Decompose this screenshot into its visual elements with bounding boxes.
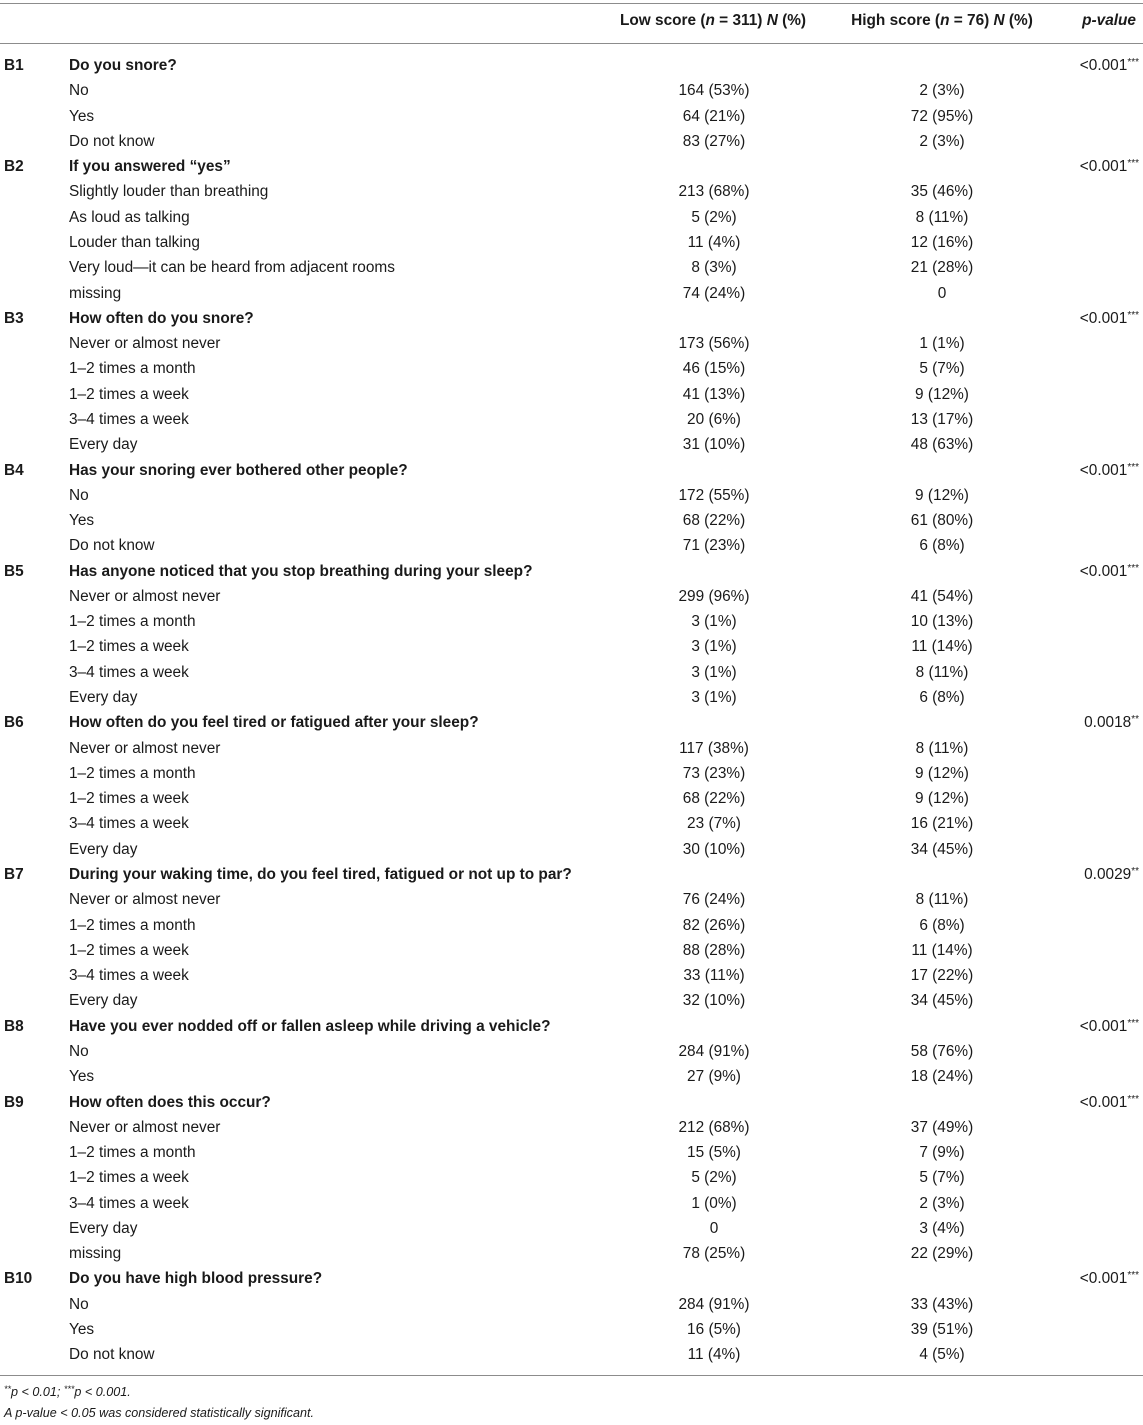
low-score-value: 73 (23%) bbox=[682, 764, 746, 782]
answer-label: Louder than talking bbox=[69, 234, 200, 251]
significance-mark: ** bbox=[1131, 866, 1139, 877]
question-text: How often do you snore? bbox=[69, 309, 254, 327]
answer-row bbox=[0, 230, 1143, 255]
p-value-cell bbox=[1080, 1266, 1139, 1291]
answer-label: 3–4 times a week bbox=[69, 815, 189, 833]
high-score-value: 22 (29%) bbox=[910, 1245, 974, 1263]
significance-mark: *** bbox=[1127, 461, 1139, 473]
low-score-value: 78 (25%) bbox=[682, 1245, 746, 1263]
high-score-value: 0 bbox=[937, 284, 947, 302]
low-score-value: 117 (38%) bbox=[679, 739, 749, 757]
high-score-value: 61 (80%) bbox=[910, 512, 974, 529]
question-code: B4 bbox=[4, 461, 24, 479]
question-row bbox=[0, 154, 1143, 179]
answer-label: Yes bbox=[69, 1068, 95, 1086]
low-score-value: 284 (91%) bbox=[678, 1042, 750, 1060]
answer-row bbox=[0, 1140, 1143, 1165]
high-score-value: 9 (12%) bbox=[915, 790, 969, 808]
answer-label: 1–2 times a month bbox=[69, 916, 196, 934]
low-score-value: 27 (9%) bbox=[687, 1068, 741, 1086]
answer-row bbox=[0, 1115, 1143, 1140]
high-score-value: 2 (3%) bbox=[919, 1194, 965, 1212]
low-score-value: 11 (4%) bbox=[687, 234, 741, 251]
low-score-value: 213 (68%) bbox=[678, 183, 750, 201]
answer-label: Yes bbox=[69, 1321, 95, 1338]
low-score-value: 3 (1%) bbox=[691, 613, 737, 631]
answer-label: 1–2 times a week bbox=[69, 1169, 189, 1187]
low-score-value: 0 bbox=[709, 1219, 719, 1237]
question-code: B7 bbox=[4, 866, 24, 883]
question-text: During your waking time, do you feel tired, fatigued or not up to par? bbox=[69, 866, 572, 883]
answer-row bbox=[0, 356, 1143, 381]
significance-mark: *** bbox=[1127, 57, 1139, 68]
header-high-score: High score (n = 76) N (%) bbox=[851, 12, 1033, 29]
p-value: 0.0018 bbox=[1084, 714, 1132, 732]
answer-label: Never or almost never bbox=[69, 335, 221, 353]
question-row bbox=[0, 306, 1143, 331]
answer-row bbox=[0, 963, 1143, 988]
high-score-value: 58 (76%) bbox=[910, 1042, 974, 1060]
answer-label: 3–4 times a week bbox=[69, 967, 189, 985]
answer-row bbox=[0, 255, 1143, 280]
significance-mark: *** bbox=[1127, 1017, 1139, 1029]
answer-label: 3–4 times a week bbox=[69, 1194, 189, 1212]
low-score-value: 71 (23%) bbox=[682, 537, 746, 555]
answer-label: missing bbox=[69, 284, 122, 302]
header-low-score: Low score (n = 311) N (%) bbox=[619, 12, 807, 29]
low-score-value: 5 (2%) bbox=[691, 208, 737, 226]
footnote-significance: **p < 0.01; ***p < 0.001. bbox=[4, 1384, 131, 1399]
answer-row bbox=[0, 1191, 1143, 1216]
low-score-value: 32 (10%) bbox=[682, 992, 746, 1010]
table-top-rule bbox=[0, 3, 1143, 4]
answer-row bbox=[0, 407, 1143, 432]
answer-label: Never or almost never bbox=[69, 739, 221, 757]
question-text: Do you have high blood pressure? bbox=[69, 1270, 323, 1288]
high-score-value: 37 (49%) bbox=[910, 1118, 974, 1136]
high-score-value: 6 (8%) bbox=[919, 916, 965, 934]
low-score-value: 76 (24%) bbox=[682, 891, 746, 909]
p-value-cell bbox=[1084, 710, 1139, 735]
high-score-value: 7 (9%) bbox=[919, 1144, 965, 1161]
high-score-value: 41 (54%) bbox=[910, 587, 974, 605]
question-text: If you answered “yes” bbox=[69, 158, 231, 176]
p-value: 0.0029 bbox=[1084, 866, 1132, 883]
low-score-value: 41 (13%) bbox=[682, 385, 746, 403]
question-code: B9 bbox=[4, 1093, 24, 1111]
high-score-value: 6 (8%) bbox=[919, 537, 965, 555]
high-score-value: 48 (63%) bbox=[910, 436, 974, 454]
p-value: <0.001 bbox=[1079, 1270, 1128, 1288]
high-score-value: 9 (12%) bbox=[915, 486, 969, 504]
answer-row bbox=[0, 1292, 1143, 1317]
low-score-value: 164 (53%) bbox=[678, 82, 750, 100]
answer-label: 1–2 times a week bbox=[69, 385, 189, 403]
question-row bbox=[0, 862, 1143, 887]
answer-row bbox=[0, 508, 1143, 533]
p-value-cell bbox=[1080, 458, 1139, 483]
low-score-value: 8 (3%) bbox=[691, 259, 737, 277]
answer-label: Every day bbox=[69, 840, 138, 858]
high-score-value: 39 (51%) bbox=[910, 1321, 974, 1338]
answer-label: Never or almost never bbox=[69, 587, 221, 605]
answer-label: Yes bbox=[69, 107, 95, 125]
low-score-value: 172 (55%) bbox=[678, 486, 750, 504]
high-score-value: 2 (3%) bbox=[919, 132, 965, 150]
p-value-cell bbox=[1080, 53, 1139, 78]
answer-label: 1–2 times a month bbox=[69, 764, 196, 782]
answer-row bbox=[0, 634, 1143, 659]
answer-label: missing bbox=[69, 1245, 122, 1263]
low-score-value: 82 (26%) bbox=[682, 916, 746, 934]
low-score-value: 20 (6%) bbox=[687, 410, 741, 428]
low-score-value: 3 (1%) bbox=[691, 638, 737, 656]
answer-row bbox=[0, 1039, 1143, 1064]
significance-mark: *** bbox=[1127, 158, 1139, 170]
low-score-value: 15 (5%) bbox=[687, 1144, 741, 1161]
high-score-value: 2 (3%) bbox=[919, 82, 965, 100]
answer-label: Every day bbox=[69, 689, 138, 706]
p-value-cell bbox=[1080, 1090, 1139, 1115]
answer-row bbox=[0, 1216, 1143, 1241]
low-score-value: 30 (10%) bbox=[682, 840, 746, 858]
question-row bbox=[0, 1090, 1143, 1115]
high-score-value: 3 (4%) bbox=[919, 1219, 965, 1237]
answer-row bbox=[0, 281, 1143, 306]
p-value: <0.001 bbox=[1079, 1093, 1128, 1111]
answer-label: Never or almost never bbox=[69, 891, 221, 909]
high-score-value: 35 (46%) bbox=[910, 183, 974, 201]
answer-label: As loud as talking bbox=[69, 208, 190, 226]
question-code: B8 bbox=[4, 1017, 24, 1035]
answer-row bbox=[0, 432, 1143, 457]
high-score-value: 18 (24%) bbox=[910, 1068, 974, 1086]
p-value-cell bbox=[1084, 862, 1139, 887]
answer-label: Do not know bbox=[69, 1346, 155, 1364]
high-score-value: 33 (43%) bbox=[910, 1295, 974, 1313]
significance-mark: *** bbox=[1127, 1093, 1139, 1105]
high-score-value: 5 (7%) bbox=[919, 1169, 965, 1187]
high-score-value: 11 (14%) bbox=[911, 638, 973, 656]
answer-label: 1–2 times a week bbox=[69, 638, 189, 656]
low-score-value: 3 (1%) bbox=[691, 663, 737, 681]
low-score-value: 173 (56%) bbox=[678, 335, 750, 353]
high-score-value: 17 (22%) bbox=[910, 967, 974, 985]
low-score-value: 64 (21%) bbox=[682, 107, 746, 125]
significance-mark: *** bbox=[1127, 562, 1139, 574]
answer-row bbox=[0, 331, 1143, 356]
answer-label: Do not know bbox=[69, 537, 155, 555]
answer-row bbox=[0, 609, 1143, 634]
low-score-value: 212 (68%) bbox=[678, 1118, 750, 1136]
p-value: <0.001 bbox=[1079, 1017, 1128, 1035]
question-code: B1 bbox=[4, 57, 24, 74]
answer-label: Slightly louder than breathing bbox=[69, 183, 269, 201]
low-score-value: 299 (96%) bbox=[678, 587, 750, 605]
low-score-value: 68 (22%) bbox=[682, 512, 746, 529]
high-score-value: 8 (11%) bbox=[915, 208, 969, 226]
answer-label: 3–4 times a week bbox=[69, 410, 189, 428]
answer-label: Every day bbox=[69, 1219, 138, 1237]
low-score-value: 46 (15%) bbox=[682, 360, 746, 378]
p-value-cell bbox=[1080, 154, 1139, 179]
answer-row bbox=[0, 837, 1143, 862]
answer-label: Every day bbox=[69, 992, 138, 1010]
significance-mark: *** bbox=[1127, 309, 1139, 321]
answer-row bbox=[0, 1342, 1143, 1367]
answer-row bbox=[0, 382, 1143, 407]
low-score-value: 74 (24%) bbox=[682, 284, 746, 302]
answer-row bbox=[0, 78, 1143, 103]
question-code: B5 bbox=[4, 562, 24, 580]
p-value-cell bbox=[1080, 306, 1139, 331]
answer-label: 1–2 times a week bbox=[69, 790, 189, 808]
low-score-value: 284 (91%) bbox=[678, 1295, 750, 1313]
high-score-value: 16 (21%) bbox=[910, 815, 974, 833]
answer-label: Yes bbox=[69, 512, 95, 529]
high-score-value: 8 (11%) bbox=[915, 891, 969, 909]
question-code: B6 bbox=[4, 714, 24, 732]
answer-row bbox=[0, 205, 1143, 230]
answer-label: No bbox=[69, 82, 89, 100]
high-score-value: 9 (12%) bbox=[915, 385, 969, 403]
answer-label: Never or almost never bbox=[69, 1118, 221, 1136]
high-score-value: 10 (13%) bbox=[910, 613, 974, 631]
answer-row bbox=[0, 988, 1143, 1013]
answer-row bbox=[0, 584, 1143, 609]
answer-label: No bbox=[69, 1042, 89, 1060]
question-text: How often does this occur? bbox=[69, 1093, 271, 1111]
answer-row bbox=[0, 533, 1143, 558]
question-code: B2 bbox=[4, 158, 24, 176]
high-score-value: 13 (17%) bbox=[910, 410, 974, 428]
answer-row bbox=[0, 811, 1143, 836]
low-score-value: 5 (2%) bbox=[691, 1169, 737, 1187]
low-score-value: 16 (5%) bbox=[687, 1321, 741, 1338]
p-value: <0.001 bbox=[1079, 158, 1128, 176]
question-code: B3 bbox=[4, 309, 24, 327]
answer-label: 1–2 times a week bbox=[69, 941, 189, 959]
answer-row bbox=[0, 660, 1143, 685]
answer-label: 1–2 times a month bbox=[69, 1144, 196, 1161]
answer-label: Very loud—it can be heard from adjacent rooms bbox=[69, 259, 395, 277]
answer-row bbox=[0, 104, 1143, 129]
p-value: <0.001 bbox=[1079, 461, 1128, 479]
significance-mark: *** bbox=[1127, 1270, 1139, 1282]
header-rule bbox=[0, 43, 1143, 44]
answer-row bbox=[0, 1241, 1143, 1266]
question-text: Has your snoring ever bothered other people? bbox=[69, 461, 408, 479]
question-row bbox=[0, 53, 1143, 78]
question-row bbox=[0, 1014, 1143, 1039]
answer-row bbox=[0, 887, 1143, 912]
answer-row bbox=[0, 483, 1143, 508]
high-score-value: 12 (16%) bbox=[910, 234, 974, 251]
answer-row bbox=[0, 129, 1143, 154]
question-text: Has anyone noticed that you stop breathing during your sleep? bbox=[69, 562, 533, 580]
answer-label: 1–2 times a month bbox=[69, 360, 196, 378]
answer-row bbox=[0, 1165, 1143, 1190]
significance-mark: ** bbox=[1131, 714, 1139, 726]
low-score-value: 68 (22%) bbox=[682, 790, 746, 808]
answer-row bbox=[0, 938, 1143, 963]
low-score-value: 83 (27%) bbox=[682, 132, 746, 150]
question-code: B10 bbox=[4, 1270, 33, 1288]
question-row bbox=[0, 458, 1143, 483]
high-score-value: 9 (12%) bbox=[915, 764, 969, 782]
answer-label: No bbox=[69, 1295, 89, 1313]
question-row bbox=[0, 710, 1143, 735]
high-score-value: 11 (14%) bbox=[911, 941, 973, 959]
high-score-value: 72 (95%) bbox=[910, 107, 974, 125]
p-value: <0.001 bbox=[1079, 562, 1128, 580]
low-score-value: 23 (7%) bbox=[687, 815, 741, 833]
answer-label: Every day bbox=[69, 436, 138, 454]
answer-row bbox=[0, 179, 1143, 204]
high-score-value: 6 (8%) bbox=[919, 689, 965, 706]
low-score-value: 3 (1%) bbox=[691, 689, 737, 706]
answer-row bbox=[0, 913, 1143, 938]
p-value: <0.001 bbox=[1079, 309, 1128, 327]
answer-row bbox=[0, 1064, 1143, 1089]
answer-row bbox=[0, 786, 1143, 811]
high-score-value: 34 (45%) bbox=[910, 992, 974, 1010]
answer-row bbox=[0, 685, 1143, 710]
low-score-value: 33 (11%) bbox=[683, 967, 745, 985]
answer-row bbox=[0, 1317, 1143, 1342]
p-value-cell bbox=[1080, 559, 1139, 584]
high-score-value: 21 (28%) bbox=[910, 259, 974, 277]
low-score-value: 11 (4%) bbox=[687, 1346, 741, 1364]
answer-label: 3–4 times a week bbox=[69, 663, 189, 681]
low-score-value: 31 (10%) bbox=[682, 436, 746, 454]
low-score-value: 88 (28%) bbox=[682, 941, 746, 959]
answer-label: Do not know bbox=[69, 132, 155, 150]
p-value: <0.001 bbox=[1079, 57, 1128, 74]
table-bottom-rule bbox=[0, 1375, 1143, 1376]
header-p-value: p-value bbox=[1082, 12, 1136, 29]
question-text: Have you ever nodded off or fallen asleep while driving a vehicle? bbox=[69, 1017, 551, 1035]
high-score-value: 1 (1%) bbox=[919, 335, 965, 353]
high-score-value: 4 (5%) bbox=[919, 1346, 965, 1364]
question-text: Do you snore? bbox=[69, 57, 177, 74]
answer-row bbox=[0, 736, 1143, 761]
high-score-value: 34 (45%) bbox=[910, 840, 974, 858]
low-score-value: 1 (0%) bbox=[691, 1194, 737, 1212]
footnote-threshold: A p-value < 0.05 was considered statistically significant. bbox=[4, 1406, 314, 1420]
question-text: How often do you feel tired or fatigued after your sleep? bbox=[69, 714, 479, 732]
high-score-value: 8 (11%) bbox=[915, 739, 969, 757]
answer-label: No bbox=[69, 486, 89, 504]
p-value-cell bbox=[1080, 1014, 1139, 1039]
answer-label: 1–2 times a month bbox=[69, 613, 196, 631]
answer-row bbox=[0, 761, 1143, 786]
question-row bbox=[0, 1266, 1143, 1291]
high-score-value: 5 (7%) bbox=[919, 360, 965, 378]
question-row bbox=[0, 559, 1143, 584]
high-score-value: 8 (11%) bbox=[915, 663, 969, 681]
